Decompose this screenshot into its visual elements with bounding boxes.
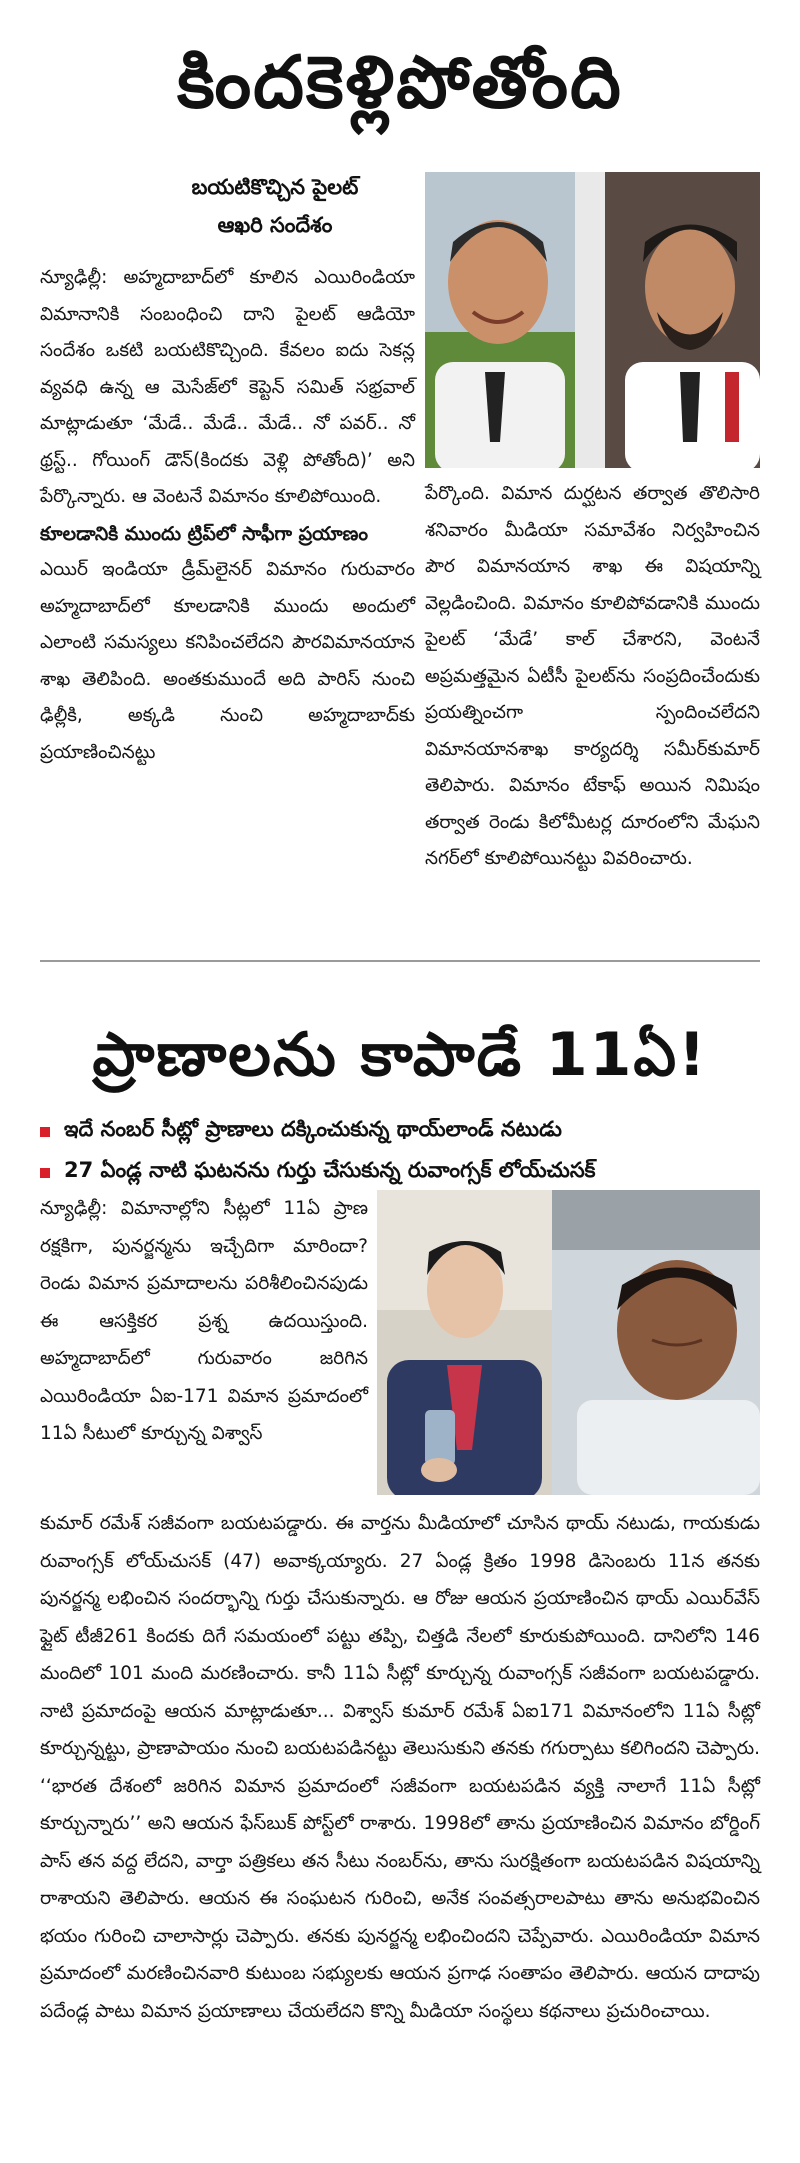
story2-bullet-1-text: ఇదే నంబర్ సీట్లో ప్రాణాలు దక్కించుకున్న థాయ్‌లాండ్ నటుడు <box>64 1117 562 1141</box>
story2-wide-column <box>40 1505 760 2030</box>
survivors-photo-illustration <box>377 1190 760 1495</box>
story1-paragraph-1: న్యూఢిల్లీ: అహ్మదాబాద్‌లో కూలిన ఎయిరిండియా విమానానికి సంబంధించి దాని పైలట్ ఆడియో సందేశం ఒకటి బయటికొచ్చింది. కేవలం ఐదు సెకన్ల వ్యవధి ఉన్న ఆ మెసేజ్‌లో కెప్టెన్ సమిత్ సభ్రవాల్ మాట్లాడుతూ ‘మేడే.. మేడే.. మేడే.. నో పవర్.. నో థ్రస్ట్.. గోయింగ్ డౌన్(కిందకు వెళ్లి పోతోంది)’ అని పేర్కొన్నారు. ఆ వెంటనే విమానం కూలిపోయింది. <box>40 267 415 507</box>
story1-subhead: కూలడానికి ముందు ట్రిప్‌లో సాఫీగా ప్రయాణం <box>40 522 368 545</box>
story1-paragraph-2: ఎయిర్ ఇండియా డ్రీమ్‌లైనర్ విమానం గురువారం అహ్మదాబాద్‌లో కూలడానికి ముందు అందులో ఎలాంటి సమస్యలు కనిపించలేదని పౌరవిమానయాన శాఖ తెలిపింది. అంతకుముందే అది పారిస్ నుంచి ఢిల్లీకి, అక్కడి నుంచి అహ్మదాబాద్‌కు ప్రయాణించినట్టు <box>40 559 415 763</box>
story1-left-column <box>40 260 415 771</box>
survivors-photo <box>377 1190 760 1495</box>
pilots-photo-illustration <box>425 172 760 468</box>
story1-headline: కిందకెళ్లిపోతోంది <box>177 40 623 124</box>
story2-paragraph-2: కుమార్ రమేశ్ సజీవంగా బయటపడ్డారు. ఈ వార్తను మీడియాలో చూసిన థాయ్ నటుడు, గాయకుడు రువాంగ్సక్ లోయ్‌చుసక్ (47) అవాక్కయ్యారు. 27 ఏండ్ల క్రితం 1998 డిసెంబరు 11న తనకు పునర్జన్మ లభించిన సందర్భాన్ని గుర్తు చేసుకున్నారు. ఆ రోజు ఆయన ప్రయాణించిన థాయ్ ఎయిర్‌వేస్ ఫ్లైట్ టీజీ261 కిందకు దిగే సమయంలో పట్టు తప్పి, చిత్తడి నేలలో కూరుకుపోయింది. దానిలోని 146 మందిలో 101 మంది మరణించారు. కానీ 11ఏ సీట్లో కూర్చున్న రువాంగ్సక్ సజీవంగా బయటపడ్డారు. నాటి ప్రమాదంపై ఆయన మాట్లాడుతూ... విశ్వాస్ కుమార్ రమేశ్ ఏఐ171 విమానంలోని 11ఏ సీట్లో కూర్చున్నట్టు, ప్రాణాపాయం నుంచి బయటపడినట్టు తెలుసుకుని తనకు గగుర్పాటు కలిగిందని చెప్పారు. ‘‘భారత దేశంలో జరిగిన విమాన ప్రమాదంలో సజీవంగా బయటపడిన వ్యక్తి నాలాగే 11ఏ సీట్లో కూర్చున్నారు’’ అని ఆయన ఫేస్‌బుక్ పోస్ట్‌లో రాశారు. 1998లో తాను ప్రయాణించిన విమానం బోర్డింగ్ పాస్ తన వద్ద లేదని, వార్తా పత్రికలు తన సీటు నంబర్‌ను, తాను సురక్షితంగా బయటపడిన విషయాన్ని రాశాయని తెలిపారు. ఆయన ఈ సంఘటన గురించి, అనేక సంవత్సరాలపాటు తాను అనుభవించిన భయం గురించి చాలాసార్లు చెప్పారు. తనకు పునర్జన్మ లభించిందని చెప్పేవారు. ఎయిరిండియా విమాన ప్రమాదంలో మరణించినవారి కుటుంబ సభ్యులకు ఆయన ప్రగాఢ సంతాపం తెలిపారు. ఆయన దాదాపు పదేండ్ల పాటు విమాన ప్రయాణాలు చేయలేదని కొన్ని మీడియా సంస్థలు కథనాలు ప్రచురించాయి. <box>40 1513 760 2022</box>
bullet-square-icon <box>40 1127 50 1137</box>
pilots-photo <box>425 172 760 468</box>
story2-bullet-2 <box>40 1153 770 1193</box>
story2-headline: ప్రాణాలను కాపాడే 11ఏ! <box>92 1020 708 1090</box>
story2-left-column <box>40 1190 368 1453</box>
story1-kicker-line2: ఆఖరి సందేశం <box>217 213 333 237</box>
story2-bullet-1 <box>40 1112 770 1152</box>
story1-right-column <box>425 476 760 878</box>
story2-bullet-2-text: 27 ఏండ్ల నాటి ఘటనను గుర్తు చేసుకున్న రువాంగ్సక్ లోయ్‌చుసక్ <box>64 1158 596 1182</box>
section-divider <box>40 960 760 962</box>
bullet-square-icon <box>40 1168 50 1178</box>
story1-kicker-line1: బయటికొచ్చిన పైలట్ <box>191 175 359 199</box>
story1-paragraph-3: పేర్కొంది. విమాన దుర్ఘటన తర్వాత తొలిసారి శనివారం మీడియా సమావేశం నిర్వహించిన పౌర విమానయాన శాఖ ఈ విషయాన్ని వెల్లడించింది. విమానం కూలిపోవడానికి ముందు పైలట్ ‘మేడే’ కాల్ చేశారని, వెంటనే అప్రమత్తమైన ఏటీసీ పైలట్‌ను సంప్రదించేందుకు ప్రయత్నించగా స్పందించలేదని విమానయానశాఖ కార్యదర్శి సమీర్‌కుమార్ తెలిపారు. విమానం టేకాఫ్ అయిన నిమిషం తర్వాత రెండు కిలోమీటర్ల దూరంలోని మేఘని నగర్‌లో కూలిపోయినట్టు వివరించారు. <box>425 483 760 869</box>
story2-paragraph-1: న్యూఢిల్లీ: విమానాల్లోని సీట్లలో 11ఏ ప్రాణ రక్షకిగా, పునర్జన్మను ఇచ్చేదిగా మారిందా? రెండు విమాన ప్రమాదాలను పరిశీలించినపుడు ఈ ఆసక్తికర ప్రశ్న ఉదయిస్తుంది. అహ్మదాబాద్‌లో గురువారం జరిగిన ఎయిరిండియా ఏఐ-171 విమాన ప్రమాదంలో 11ఏ సీటులో కూర్చున్న విశ్వాస్ <box>40 1198 368 1444</box>
